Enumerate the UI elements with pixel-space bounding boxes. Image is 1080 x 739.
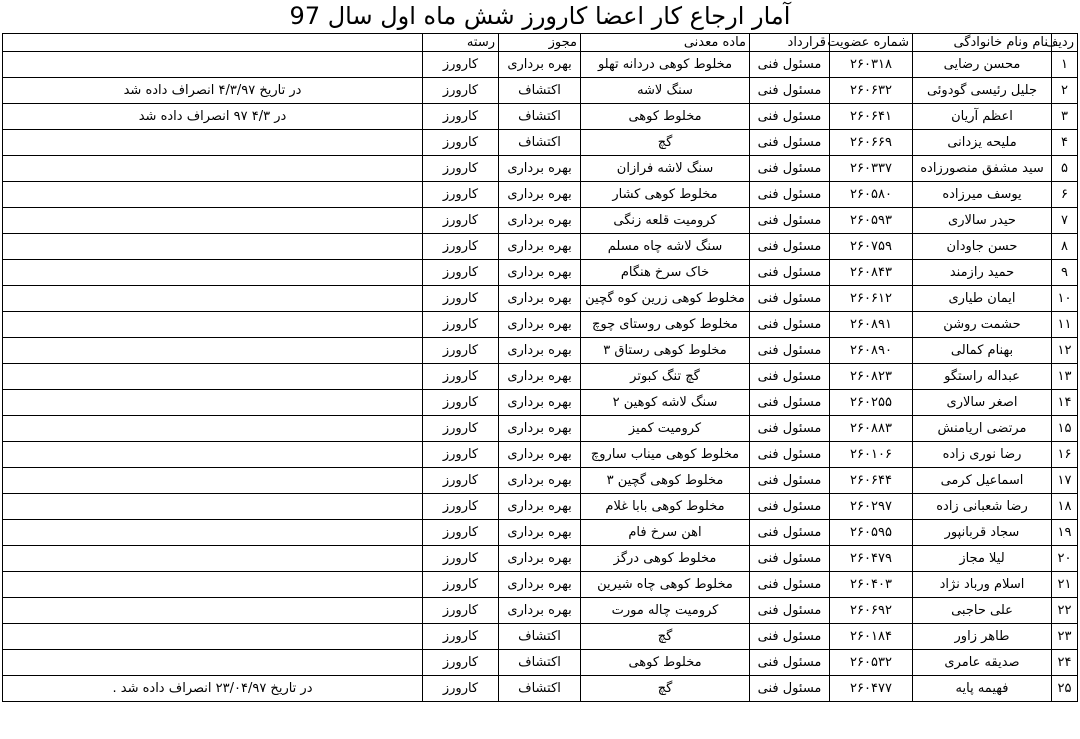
permit-cell: بهره برداری xyxy=(499,364,581,390)
mineral-cell: کرومیت چاله مورت xyxy=(581,598,750,624)
name-cell: ایمان طیاری xyxy=(913,286,1052,312)
header-note xyxy=(3,34,423,52)
table-row xyxy=(3,650,1078,676)
table-row xyxy=(3,104,1078,130)
note-cell xyxy=(3,390,423,416)
field-cell: کارورز xyxy=(423,572,499,598)
note-cell xyxy=(3,260,423,286)
row-number-cell: ۴ xyxy=(1052,130,1078,156)
name-cell: فهیمه پایه xyxy=(913,676,1052,702)
table-row xyxy=(3,338,1078,364)
mineral-cell: مخلوط کوهی رستاق ۳ xyxy=(581,338,750,364)
permit-cell: بهره برداری xyxy=(499,286,581,312)
permit-cell: بهره برداری xyxy=(499,182,581,208)
member-number-cell: ۲۶۰۸۹۱ xyxy=(830,312,913,338)
note-cell xyxy=(3,494,423,520)
row-number-cell: ۲۵ xyxy=(1052,676,1078,702)
member-number-cell: ۲۶۰۶۱۲ xyxy=(830,286,913,312)
contract-cell: مسئول فنی xyxy=(750,494,830,520)
header-row xyxy=(3,34,1078,52)
table-row xyxy=(3,312,1078,338)
member-number-cell: ۲۶۰۸۸۳ xyxy=(830,416,913,442)
field-cell: کارورز xyxy=(423,598,499,624)
member-number-cell: ۲۶۰۸۲۳ xyxy=(830,364,913,390)
member-number-cell: ۲۶۰۵۹۵ xyxy=(830,520,913,546)
note-cell xyxy=(3,182,423,208)
member-number-cell: ۲۶۰۸۹۰ xyxy=(830,338,913,364)
contract-cell: مسئول فنی xyxy=(750,312,830,338)
mineral-cell: مخلوط کوهی درگز xyxy=(581,546,750,572)
member-number-cell: ۲۶۰۶۹۲ xyxy=(830,598,913,624)
field-cell: کارورز xyxy=(423,676,499,702)
name-cell: اعظم آریان xyxy=(913,104,1052,130)
contract-cell: مسئول فنی xyxy=(750,156,830,182)
header-contract: قرارداد xyxy=(750,34,830,52)
row-number-cell: ۱۵ xyxy=(1052,416,1078,442)
table-row xyxy=(3,286,1078,312)
row-number-cell: ۲۲ xyxy=(1052,598,1078,624)
member-number-cell: ۲۶۰۶۴۴ xyxy=(830,468,913,494)
members-table xyxy=(2,33,1078,702)
mineral-cell: کرومیت کمیز xyxy=(581,416,750,442)
note-cell xyxy=(3,598,423,624)
table-row xyxy=(3,598,1078,624)
table-row xyxy=(3,494,1078,520)
permit-cell: بهره برداری xyxy=(499,546,581,572)
name-cell: محسن رضایی xyxy=(913,52,1052,78)
permit-cell: بهره برداری xyxy=(499,390,581,416)
permit-cell: اکتشاف xyxy=(499,650,581,676)
table-row xyxy=(3,468,1078,494)
page-title: آمار ارجاع کار اعضا کارورز شش ماه اول سال 97 xyxy=(289,2,791,30)
row-number-cell: ۱۲ xyxy=(1052,338,1078,364)
name-cell: حمید رازمند xyxy=(913,260,1052,286)
member-number-cell: ۲۶۰۱۸۴ xyxy=(830,624,913,650)
name-cell: جلیل رئیسی گودوئی xyxy=(913,78,1052,104)
member-number-cell: ۲۶۰۵۳۲ xyxy=(830,650,913,676)
row-number-cell: ۹ xyxy=(1052,260,1078,286)
permit-cell: بهره برداری xyxy=(499,520,581,546)
field-cell: کارورز xyxy=(423,390,499,416)
member-number-cell: ۲۶۰۴۷۷ xyxy=(830,676,913,702)
name-cell: عبداله راستگو xyxy=(913,364,1052,390)
mineral-cell: گچ xyxy=(581,676,750,702)
row-number-cell: ۱۳ xyxy=(1052,364,1078,390)
header-mineral: ماده معدنی xyxy=(581,34,750,52)
table-row xyxy=(3,416,1078,442)
contract-cell: مسئول فنی xyxy=(750,416,830,442)
table-row xyxy=(3,572,1078,598)
note-cell xyxy=(3,52,423,78)
table-row xyxy=(3,442,1078,468)
table-row xyxy=(3,546,1078,572)
note-cell xyxy=(3,650,423,676)
permit-cell: بهره برداری xyxy=(499,208,581,234)
row-number-cell: ۱۹ xyxy=(1052,520,1078,546)
mineral-cell: مخلوط کوهی xyxy=(581,650,750,676)
name-cell: لیلا مجاز xyxy=(913,546,1052,572)
table-row xyxy=(3,676,1078,702)
member-number-cell: ۲۶۰۴۰۳ xyxy=(830,572,913,598)
permit-cell: بهره برداری xyxy=(499,442,581,468)
member-number-cell: ۲۶۰۴۷۹ xyxy=(830,546,913,572)
contract-cell: مسئول فنی xyxy=(750,234,830,260)
note-cell xyxy=(3,442,423,468)
member-number-cell: ۲۶۰۵۹۳ xyxy=(830,208,913,234)
table-row xyxy=(3,624,1078,650)
header-field: رسته xyxy=(423,34,499,52)
permit-cell: بهره برداری xyxy=(499,52,581,78)
name-cell: حسن جاودان xyxy=(913,234,1052,260)
note-cell: در ۴/۳ ۹۷ انصراف داده شد xyxy=(3,104,423,130)
note-cell xyxy=(3,156,423,182)
contract-cell: مسئول فنی xyxy=(750,676,830,702)
field-cell: کارورز xyxy=(423,104,499,130)
field-cell: کارورز xyxy=(423,442,499,468)
contract-cell: مسئول فنی xyxy=(750,520,830,546)
row-number-cell: ۱ xyxy=(1052,52,1078,78)
mineral-cell: مخلوط کوهی گچین ۳ xyxy=(581,468,750,494)
contract-cell: مسئول فنی xyxy=(750,572,830,598)
header-member-number: شماره عضویت xyxy=(830,34,913,52)
name-cell: رضا شعبانی زاده xyxy=(913,494,1052,520)
permit-cell: بهره برداری xyxy=(499,338,581,364)
field-cell: کارورز xyxy=(423,208,499,234)
row-number-cell: ۱۷ xyxy=(1052,468,1078,494)
permit-cell: بهره برداری xyxy=(499,572,581,598)
note-cell xyxy=(3,624,423,650)
note-cell xyxy=(3,416,423,442)
permit-cell: بهره برداری xyxy=(499,312,581,338)
mineral-cell: سنگ لاشه چاه مسلم xyxy=(581,234,750,260)
member-number-cell: ۲۶۰۲۵۵ xyxy=(830,390,913,416)
name-cell: اسلام ورباد نژاد xyxy=(913,572,1052,598)
table-row xyxy=(3,234,1078,260)
member-number-cell: ۲۶۰۳۱۸ xyxy=(830,52,913,78)
permit-cell: اکتشاف xyxy=(499,78,581,104)
mineral-cell: مخلوط کوهی xyxy=(581,104,750,130)
permit-cell: بهره برداری xyxy=(499,598,581,624)
table-row xyxy=(3,208,1078,234)
header-permit: مجوز xyxy=(499,34,581,52)
mineral-cell: کرومیت قلعه زنگی xyxy=(581,208,750,234)
row-number-cell: ۱۶ xyxy=(1052,442,1078,468)
field-cell: کارورز xyxy=(423,52,499,78)
contract-cell: مسئول فنی xyxy=(750,442,830,468)
field-cell: کارورز xyxy=(423,650,499,676)
mineral-cell: سنگ لاشه کوهین ۲ xyxy=(581,390,750,416)
row-number-cell: ۲۰ xyxy=(1052,546,1078,572)
mineral-cell: مخلوط کوهی کشار xyxy=(581,182,750,208)
header-name: نام ونام خانوادگی xyxy=(913,34,1052,52)
row-number-cell: ۲۳ xyxy=(1052,624,1078,650)
row-number-cell: ۱۴ xyxy=(1052,390,1078,416)
contract-cell: مسئول فنی xyxy=(750,650,830,676)
field-cell: کارورز xyxy=(423,234,499,260)
row-number-cell: ۲۱ xyxy=(1052,572,1078,598)
field-cell: کارورز xyxy=(423,182,499,208)
table-row xyxy=(3,390,1078,416)
note-cell xyxy=(3,520,423,546)
field-cell: کارورز xyxy=(423,260,499,286)
member-number-cell: ۲۶۰۲۹۷ xyxy=(830,494,913,520)
note-cell: در تاریخ ۴/۳/۹۷ انصراف داده شد xyxy=(3,78,423,104)
note-cell: در تاریخ ۲۳/۰۴/۹۷ انصراف داده شد . xyxy=(3,676,423,702)
note-cell xyxy=(3,130,423,156)
mineral-cell: مخلوط کوهی میناب ساروچ xyxy=(581,442,750,468)
contract-cell: مسئول فنی xyxy=(750,182,830,208)
row-number-cell: ۱۰ xyxy=(1052,286,1078,312)
table-row xyxy=(3,364,1078,390)
note-cell xyxy=(3,546,423,572)
mineral-cell: سنگ لاشه فرازان xyxy=(581,156,750,182)
mineral-cell: گچ xyxy=(581,130,750,156)
name-cell: اسماعیل کرمی xyxy=(913,468,1052,494)
mineral-cell: مخلوط کوهی دردانه تهلو xyxy=(581,52,750,78)
field-cell: کارورز xyxy=(423,364,499,390)
row-number-cell: ۷ xyxy=(1052,208,1078,234)
table-row xyxy=(3,130,1078,156)
row-number-cell: ۸ xyxy=(1052,234,1078,260)
field-cell: کارورز xyxy=(423,156,499,182)
member-number-cell: ۲۶۰۳۳۷ xyxy=(830,156,913,182)
contract-cell: مسئول فنی xyxy=(750,286,830,312)
mineral-cell: اهن سرخ فام xyxy=(581,520,750,546)
member-number-cell: ۲۶۰۶۴۱ xyxy=(830,104,913,130)
field-cell: کارورز xyxy=(423,546,499,572)
permit-cell: بهره برداری xyxy=(499,156,581,182)
name-cell: سجاد قربانپور xyxy=(913,520,1052,546)
permit-cell: بهره برداری xyxy=(499,494,581,520)
member-number-cell: ۲۶۰۶۶۹ xyxy=(830,130,913,156)
field-cell: کارورز xyxy=(423,520,499,546)
row-number-cell: ۲۴ xyxy=(1052,650,1078,676)
field-cell: کارورز xyxy=(423,78,499,104)
field-cell: کارورز xyxy=(423,130,499,156)
mineral-cell: مخلوط کوهی چاه شیرین xyxy=(581,572,750,598)
field-cell: کارورز xyxy=(423,312,499,338)
contract-cell: مسئول فنی xyxy=(750,260,830,286)
note-cell xyxy=(3,312,423,338)
contract-cell: مسئول فنی xyxy=(750,364,830,390)
mineral-cell: گچ تنگ کبوتر xyxy=(581,364,750,390)
contract-cell: مسئول فنی xyxy=(750,598,830,624)
row-number-cell: ۲ xyxy=(1052,78,1078,104)
mineral-cell: مخلوط کوهی بابا غلام xyxy=(581,494,750,520)
member-number-cell: ۲۶۰۱۰۶ xyxy=(830,442,913,468)
field-cell: کارورز xyxy=(423,624,499,650)
name-cell: سید مشفق منصورزاده xyxy=(913,156,1052,182)
name-cell: علی حاجبی xyxy=(913,598,1052,624)
contract-cell: مسئول فنی xyxy=(750,52,830,78)
contract-cell: مسئول فنی xyxy=(750,624,830,650)
mineral-cell: مخلوط کوهی زرین کوه گچین xyxy=(581,286,750,312)
name-cell: بهنام کمالی xyxy=(913,338,1052,364)
note-cell xyxy=(3,208,423,234)
row-number-cell: ۱۸ xyxy=(1052,494,1078,520)
table-body xyxy=(3,52,1078,702)
name-cell: صدیقه عامری xyxy=(913,650,1052,676)
name-cell: یوسف میرزاده xyxy=(913,182,1052,208)
field-cell: کارورز xyxy=(423,416,499,442)
note-cell xyxy=(3,572,423,598)
note-cell xyxy=(3,338,423,364)
contract-cell: مسئول فنی xyxy=(750,338,830,364)
name-cell: طاهر زاور xyxy=(913,624,1052,650)
contract-cell: مسئول فنی xyxy=(750,130,830,156)
permit-cell: بهره برداری xyxy=(499,468,581,494)
member-number-cell: ۲۶۰۷۵۹ xyxy=(830,234,913,260)
row-number-cell: ۶ xyxy=(1052,182,1078,208)
table-row xyxy=(3,520,1078,546)
name-cell: رضا نوری زاده xyxy=(913,442,1052,468)
permit-cell: اکتشاف xyxy=(499,676,581,702)
permit-cell: بهره برداری xyxy=(499,416,581,442)
permit-cell: اکتشاف xyxy=(499,104,581,130)
permit-cell: اکتشاف xyxy=(499,624,581,650)
name-cell: حشمت روشن xyxy=(913,312,1052,338)
table-row xyxy=(3,156,1078,182)
contract-cell: مسئول فنی xyxy=(750,104,830,130)
row-number-cell: ۱۱ xyxy=(1052,312,1078,338)
contract-cell: مسئول فنی xyxy=(750,208,830,234)
mineral-cell: سنگ لاشه xyxy=(581,78,750,104)
note-cell xyxy=(3,234,423,260)
contract-cell: مسئول فنی xyxy=(750,468,830,494)
name-cell: ملیحه یزدانی xyxy=(913,130,1052,156)
row-number-cell: ۵ xyxy=(1052,156,1078,182)
member-number-cell: ۲۶۰۸۴۳ xyxy=(830,260,913,286)
field-cell: کارورز xyxy=(423,494,499,520)
name-cell: مرتضی اریامنش xyxy=(913,416,1052,442)
row-number-cell: ۳ xyxy=(1052,104,1078,130)
contract-cell: مسئول فنی xyxy=(750,78,830,104)
permit-cell: بهره برداری xyxy=(499,260,581,286)
field-cell: کارورز xyxy=(423,338,499,364)
field-cell: کارورز xyxy=(423,468,499,494)
contract-cell: مسئول فنی xyxy=(750,390,830,416)
contract-cell: مسئول فنی xyxy=(750,546,830,572)
field-cell: کارورز xyxy=(423,286,499,312)
note-cell xyxy=(3,468,423,494)
note-cell xyxy=(3,364,423,390)
table-row xyxy=(3,78,1078,104)
permit-cell: اکتشاف xyxy=(499,130,581,156)
name-cell: اصغر سالاری xyxy=(913,390,1052,416)
table-row xyxy=(3,260,1078,286)
member-number-cell: ۲۶۰۵۸۰ xyxy=(830,182,913,208)
table-row xyxy=(3,52,1078,78)
permit-cell: بهره برداری xyxy=(499,234,581,260)
header-row-number: ردیف xyxy=(1052,34,1078,52)
mineral-cell: مخلوط کوهی روستای چوچ xyxy=(581,312,750,338)
mineral-cell: گچ xyxy=(581,624,750,650)
table-row xyxy=(3,182,1078,208)
mineral-cell: خاک سرخ هنگام xyxy=(581,260,750,286)
member-number-cell: ۲۶۰۶۳۲ xyxy=(830,78,913,104)
name-cell: حیدر سالاری xyxy=(913,208,1052,234)
note-cell xyxy=(3,286,423,312)
